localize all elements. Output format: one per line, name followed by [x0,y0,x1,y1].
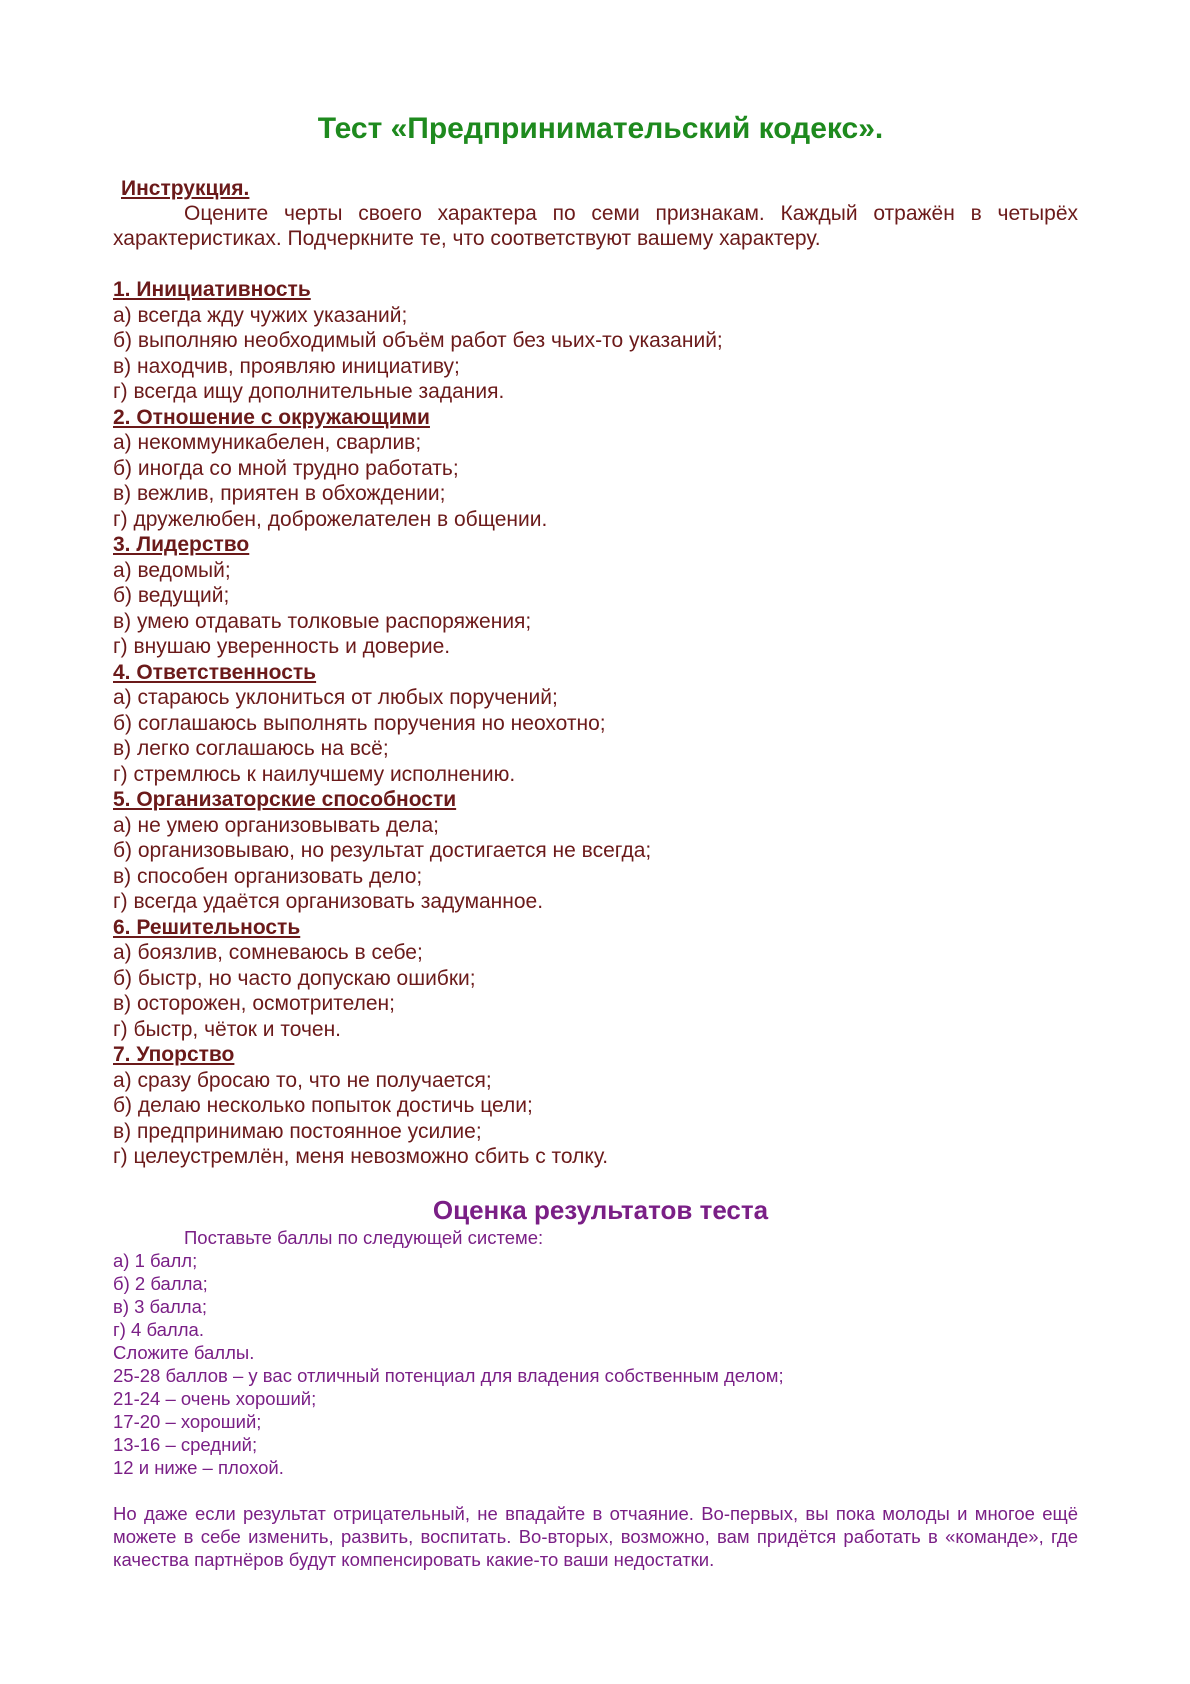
section-title: 7. Упорство [113,1043,235,1066]
sum-label: Сложите баллы. [113,1341,255,1363]
answer-option: б) ведущий; [113,584,230,607]
section-relations [113,405,1078,533]
results-block [113,1226,1078,1479]
points-line: а) 1 балл; [113,1249,198,1271]
document-title: Тест «Предпринимательский кодекс». [317,112,884,145]
answer-option: г) целеустремлён, меня невозможно сбить с толку. [113,1145,609,1168]
scale-line: 25-28 баллов – у вас отличный потенциал для владения собственным делом; [113,1364,784,1386]
answer-option: а) некоммуникабелен, сварлив; [113,431,422,454]
answer-option: а) боязлив, сомневаюсь в себе; [113,941,423,964]
scale-line: 13-16 – средний; [113,1433,258,1455]
results-intro: Поставьте баллы по следующей системе: [184,1226,544,1248]
section-decisiveness [113,915,1078,1043]
document-page [113,105,1078,1589]
instruction-heading: Инструкция. [121,177,250,200]
answer-option: г) быстр, чёток и точен. [113,1017,341,1041]
answer-option: б) иногда со мной трудно работать; [113,456,459,480]
answer-option: б) делаю несколько попыток достичь цели; [113,1094,533,1117]
answer-option: в) осторожен, осмотрителен; [113,992,395,1015]
answer-option: в) умею отдавать толковые распоряжения; [113,609,532,633]
section-responsibility [113,660,1078,788]
section-organization [113,787,1078,915]
answer-option: а) не умею организовывать дела; [113,813,440,837]
section-title: 2. Отношение с окружающими [113,405,430,429]
test-sections [113,277,1078,1170]
conclusion-paragraph: Но даже если результат отрицательный, не впадайте в отчаяние. Во-первых, вы пока молоды и многое ещё можете в себе изменить, развить, воспитать. Во-вторых, возможно, вам придётся работать в «команде», где качества партнёров будут компенсировать какие-то ваши недостатки. [113,1502,1078,1570]
answer-option: а) сразу бросаю то, что не получается; [113,1068,492,1092]
answer-option: в) способен организовать дело; [113,864,423,888]
answer-option: в) вежлив, приятен в обхождении; [113,482,446,505]
answer-option: а) всегда жду чужих указаний; [113,303,408,327]
answer-option: в) предпринимаю постоянное усилие; [113,1119,482,1143]
scale-line: 21-24 – очень хороший; [113,1387,317,1409]
results-title: Оценка результатов теста [432,1194,769,1225]
scale-line: 17-20 – хороший; [113,1410,262,1432]
answer-option: г) стремлюсь к наилучшему исполнению. [113,762,516,786]
section-title: 3. Лидерство [113,533,250,556]
scale-line: 12 и ниже – плохой. [113,1456,284,1478]
answer-option: а) стараюсь уклониться от любых поручений; [113,686,558,709]
section-title: 1. Инициативность [113,278,311,301]
section-title: 4. Ответственность [113,660,317,684]
answer-option: г) внушаю уверенность и доверие. [113,635,451,658]
answer-option: г) всегда ищу дополнительные задания. [113,380,505,403]
points-line: г) 4 балла. [113,1318,204,1340]
points-line: в) 3 балла; [113,1295,208,1317]
section-initiative [113,277,1078,405]
answer-option: б) организовываю, но результат достигается не всегда; [113,839,652,862]
section-persistence [113,1042,1078,1170]
answer-option: в) находчив, проявляю инициативу; [113,354,460,378]
answer-option: б) соглашаюсь выполнять поручения но неохотно; [113,711,606,735]
section-title: 6. Решительность [113,915,301,939]
section-title: 5. Организаторские способности [113,788,457,811]
answer-option: г) всегда удаётся организовать задуманное. [113,890,544,913]
section-leadership [113,532,1078,660]
points-line: б) 2 балла; [113,1272,208,1294]
answer-option: г) дружелюбен, доброжелателен в общении. [113,507,548,531]
instruction-text: Оцените черты своего характера по семи признакам. Каждый отражён в четырёх характеристиках. Подчеркните те, что соответствуют вашему характеру. [113,202,1078,250]
answer-option: в) легко соглашаюсь на всё; [113,737,389,760]
answer-option: б) быстр, но часто допускаю ошибки; [113,966,476,990]
answer-option: б) выполняю необходимый объём работ без чьих-то указаний; [113,329,723,352]
answer-option: а) ведомый; [113,558,231,582]
